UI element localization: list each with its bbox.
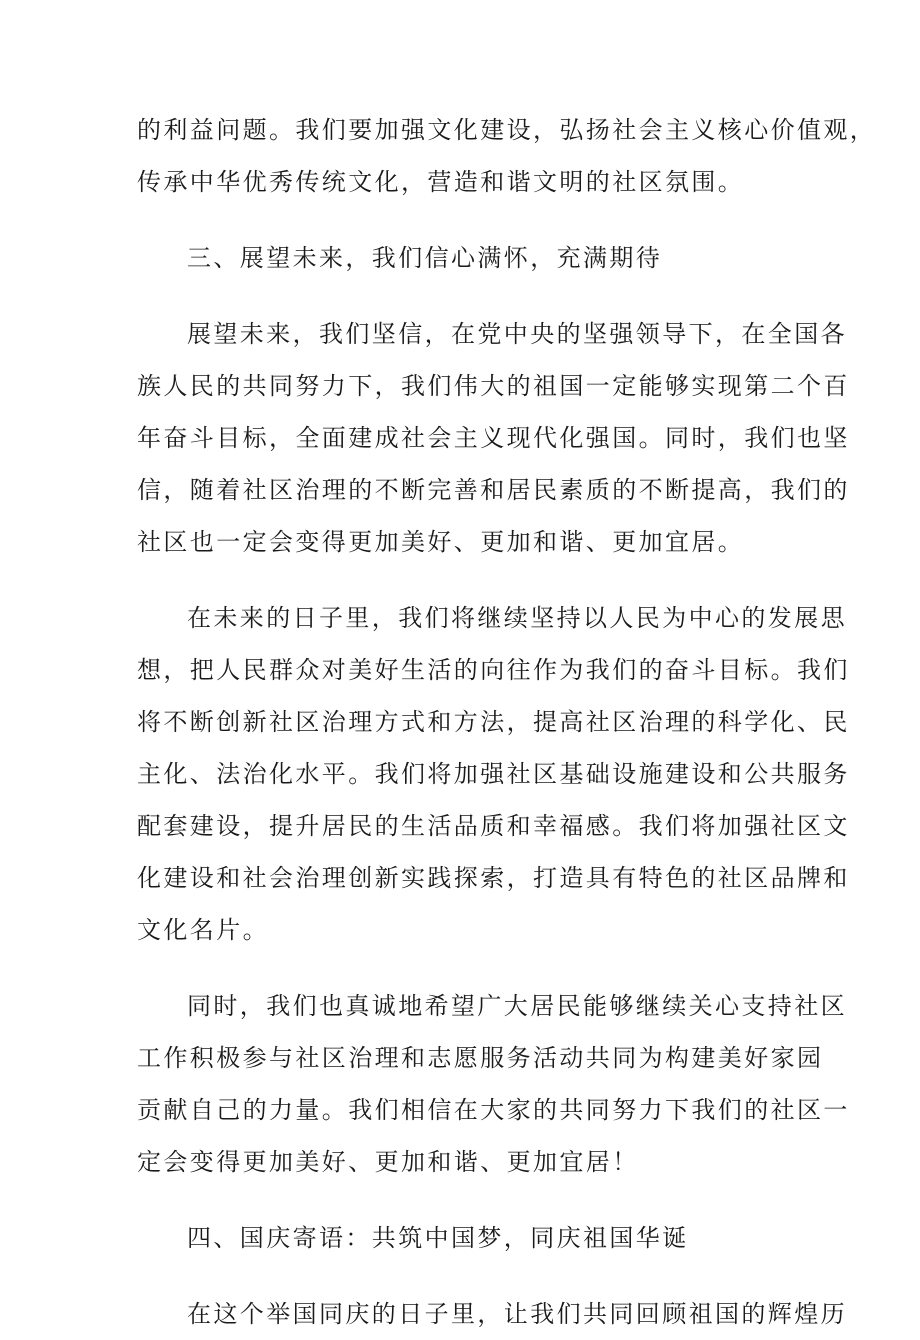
- text-line: 想，把人民群众对美好生活的向往作为我们的奋斗目标。我们: [137, 656, 850, 684]
- text-line: 工作积极参与社区治理和志愿服务活动共同为构建美好家园: [137, 1044, 824, 1072]
- text-line: 将不断创新社区治理方式和方法，提高社区治理的科学化、民: [137, 708, 850, 736]
- text-line: 同时，我们也真诚地希望广大居民能够继续关心支持社区: [187, 992, 847, 1020]
- paragraph-outlook: [137, 308, 850, 568]
- paragraph-residents-appeal: [137, 980, 850, 1188]
- text-line: 在未来的日子里，我们将继续坚持以人民为中心的发展思: [187, 604, 847, 632]
- text-line: 展望未来，我们坚信，在党中央的坚强领导下，在全国各: [187, 320, 847, 348]
- paragraph-continued: [137, 104, 877, 208]
- text-line: 文化名片。: [137, 916, 269, 944]
- text-line: 化建设和社会治理创新实践探索，打造具有特色的社区品牌和: [137, 864, 850, 892]
- heading-text: 四、国庆寄语：共筑中国梦，同庆祖国华诞: [187, 1224, 689, 1252]
- section-heading-3: [137, 232, 767, 284]
- text-line: 配套建设，提升居民的生活品质和幸福感。我们将加强社区文: [137, 812, 850, 840]
- text-line: 贡献自己的力量。我们相信在大家的共同努力下我们的社区一: [137, 1096, 850, 1124]
- text-line: 族人民的共同努力下，我们伟大的祖国一定能够实现第二个百: [137, 372, 850, 400]
- heading-text: 三、展望未来，我们信心满怀，充满期待: [187, 244, 663, 272]
- text-line: 的利益问题。我们要加强文化建设，弘扬社会主义核心价值观，: [137, 116, 877, 144]
- paragraph-future-plans: [137, 592, 850, 956]
- text-line: 社区也一定会变得更加美好、更加和谐、更加宜居。: [137, 528, 745, 556]
- text-line: 年奋斗目标，全面建成社会主义现代化强国。同时，我们也坚: [137, 424, 850, 452]
- text-line: 信，随着社区治理的不断完善和居民素质的不断提高，我们的: [137, 476, 850, 504]
- section-heading-4: [137, 1212, 767, 1264]
- text-line: 主化、法治化水平。我们将加强社区基础设施建设和公共服务: [137, 760, 850, 788]
- text-line: 定会变得更加美好、更加和谐、更加宜居！: [137, 1148, 639, 1176]
- text-line: 传承中华优秀传统文化，营造和谐文明的社区氛围。: [137, 168, 745, 196]
- paragraph-national-day: [137, 1288, 847, 1340]
- document-body: [137, 104, 877, 1340]
- text-line: 在这个举国同庆的日子里，让我们共同回顾祖国的辉煌历: [187, 1300, 847, 1328]
